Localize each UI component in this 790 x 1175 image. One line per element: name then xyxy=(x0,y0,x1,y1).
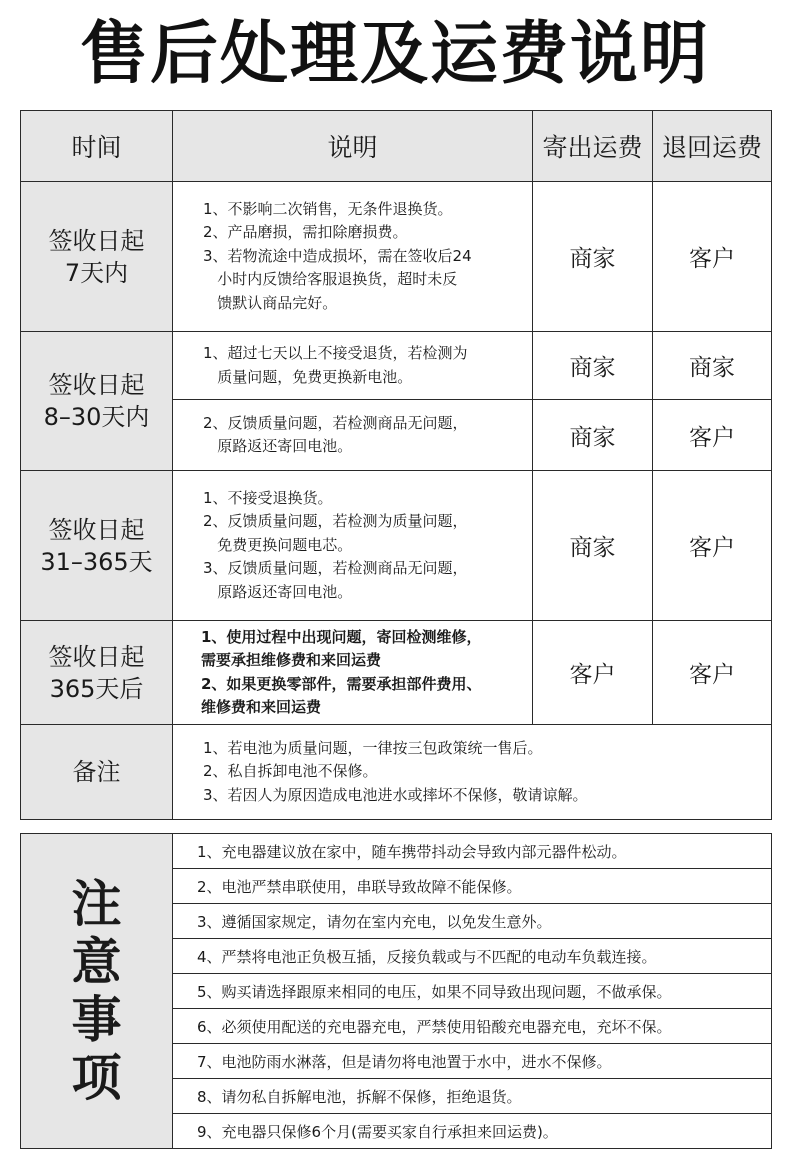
description-line: 免费更换问题电芯。 xyxy=(203,535,353,554)
remark-row xyxy=(21,725,772,820)
header-description: 说明 xyxy=(173,111,533,182)
description-line: 1、不接受退换货。 xyxy=(203,488,333,507)
time-line: 31–365天 xyxy=(40,547,153,576)
notes-label-char: 事 xyxy=(71,991,122,1049)
remark-line: 3、若因人为原因造成电池进水或摔坏不保修，敬请谅解。 xyxy=(203,785,588,804)
header-return-fee: 退回运费 xyxy=(653,111,772,182)
send-fee-cell: 商家 xyxy=(533,471,653,621)
return-fee-cell: 客户 xyxy=(653,182,772,332)
send-fee-cell: 商家 xyxy=(533,332,653,400)
note-item: 6、必须使用配送的充电器充电，严禁使用铅酸充电器充电，充坏不保。 xyxy=(173,1009,772,1044)
description-line: 质量问题，免费更换新电池。 xyxy=(203,367,413,386)
description-line: 2、反馈质量问题，若检测为质量问题， xyxy=(203,512,468,531)
send-fee-cell: 客户 xyxy=(533,621,653,725)
notes-label-char: 意 xyxy=(71,933,122,991)
page-title: 售后处理及运费说明 xyxy=(79,15,710,94)
description-line: 需要承担维修费和来回运费 xyxy=(201,651,382,669)
remark-line: 1、若电池为质量问题，一律按三包政策统一售后。 xyxy=(203,738,543,757)
note-item: 2、电池严禁串联使用，串联导致故障不能保修。 xyxy=(173,869,772,904)
note-item: 3、遵循国家规定，请勿在室内充电，以免发生意外。 xyxy=(173,904,772,939)
description-line: 1、使用过程中出现问题，寄回检测维修， xyxy=(201,627,482,646)
description-line: 2、产品磨损，需扣除磨损费。 xyxy=(203,223,408,242)
description-cell xyxy=(173,471,533,621)
send-fee-cell: 商家 xyxy=(533,400,653,471)
notes-label-char: 项 xyxy=(71,1049,122,1107)
description-cell xyxy=(173,621,533,725)
description-line: 1、超过七天以上不接受退货，若检测为 xyxy=(203,344,468,362)
return-fee-cell: 商家 xyxy=(653,332,772,400)
time-cell xyxy=(21,182,173,332)
time-line: 365天后 xyxy=(49,674,144,703)
description-cell xyxy=(173,332,533,400)
description-line: 维修费和来回运费 xyxy=(201,698,322,716)
return-fee-cell: 客户 xyxy=(653,400,772,471)
remark-cell xyxy=(173,725,772,820)
note-item: 9、充电器只保修6个月(需要买家自行承担来回运费)。 xyxy=(173,1114,772,1149)
description-cell xyxy=(173,182,533,332)
note-row xyxy=(21,834,772,869)
time-line: 签收日起 xyxy=(48,371,145,399)
description-line: 2、反馈质量问题，若检测商品无问题， xyxy=(203,413,468,432)
description-line: 3、反馈质量问题，若检测商品无问题， xyxy=(203,559,468,578)
notes-label xyxy=(21,834,173,1149)
return-fee-cell: 客户 xyxy=(653,621,772,725)
description-line: 3、若物流途中造成损坏，需在签收后24 xyxy=(203,246,472,265)
time-line: 7天内 xyxy=(64,258,129,287)
after-sales-policy-table xyxy=(20,110,772,820)
remark-label: 备注 xyxy=(21,725,173,820)
table-row xyxy=(21,621,772,725)
description-line: 馈默认商品完好。 xyxy=(203,293,338,312)
send-fee-cell: 商家 xyxy=(533,182,653,332)
table-row xyxy=(21,471,772,621)
table-row xyxy=(21,182,772,332)
notes-label-char: 注 xyxy=(71,875,122,933)
description-cell xyxy=(173,400,533,471)
return-fee-cell: 客户 xyxy=(653,471,772,621)
note-item: 7、电池防雨水淋落，但是请勿将电池置于水中，进水不保修。 xyxy=(173,1044,772,1079)
note-item: 8、请勿私自拆解电池，拆解不保修，拒绝退货。 xyxy=(173,1079,772,1114)
description-line: 1、不影响二次销售，无条件退换货。 xyxy=(203,199,453,218)
note-item: 1、充电器建议放在家中，随车携带抖动会导致内部元器件松动。 xyxy=(173,834,772,869)
notes-table xyxy=(20,833,772,1149)
header-send-fee: 寄出运费 xyxy=(533,111,653,182)
note-item: 5、购买请选择跟原来相同的电压，如果不同导致出现问题，不做承保。 xyxy=(173,974,772,1009)
table-row xyxy=(21,332,772,400)
time-cell xyxy=(21,471,173,621)
description-line: 原路返还寄回电池。 xyxy=(203,582,353,601)
remark-line: 2、私自拆卸电池不保修。 xyxy=(203,762,378,781)
description-line: 小时内反馈给客服退换货，超时未反 xyxy=(203,270,458,289)
time-cell xyxy=(21,621,173,725)
note-item: 4、严禁将电池正负极互插，反接负载或与不匹配的电动车负载连接。 xyxy=(173,939,772,974)
time-cell xyxy=(21,332,173,471)
time-line: 签收日起 xyxy=(48,642,145,671)
header-time: 时间 xyxy=(21,111,173,182)
table-header-row xyxy=(21,111,772,182)
time-line: 8–30天内 xyxy=(43,403,150,431)
description-line: 2、如果更换零部件，需要承担部件费用、 xyxy=(201,674,482,693)
time-line: 签收日起 xyxy=(48,226,145,255)
description-line: 原路返还寄回电池。 xyxy=(203,437,353,455)
time-line: 签收日起 xyxy=(48,515,145,544)
